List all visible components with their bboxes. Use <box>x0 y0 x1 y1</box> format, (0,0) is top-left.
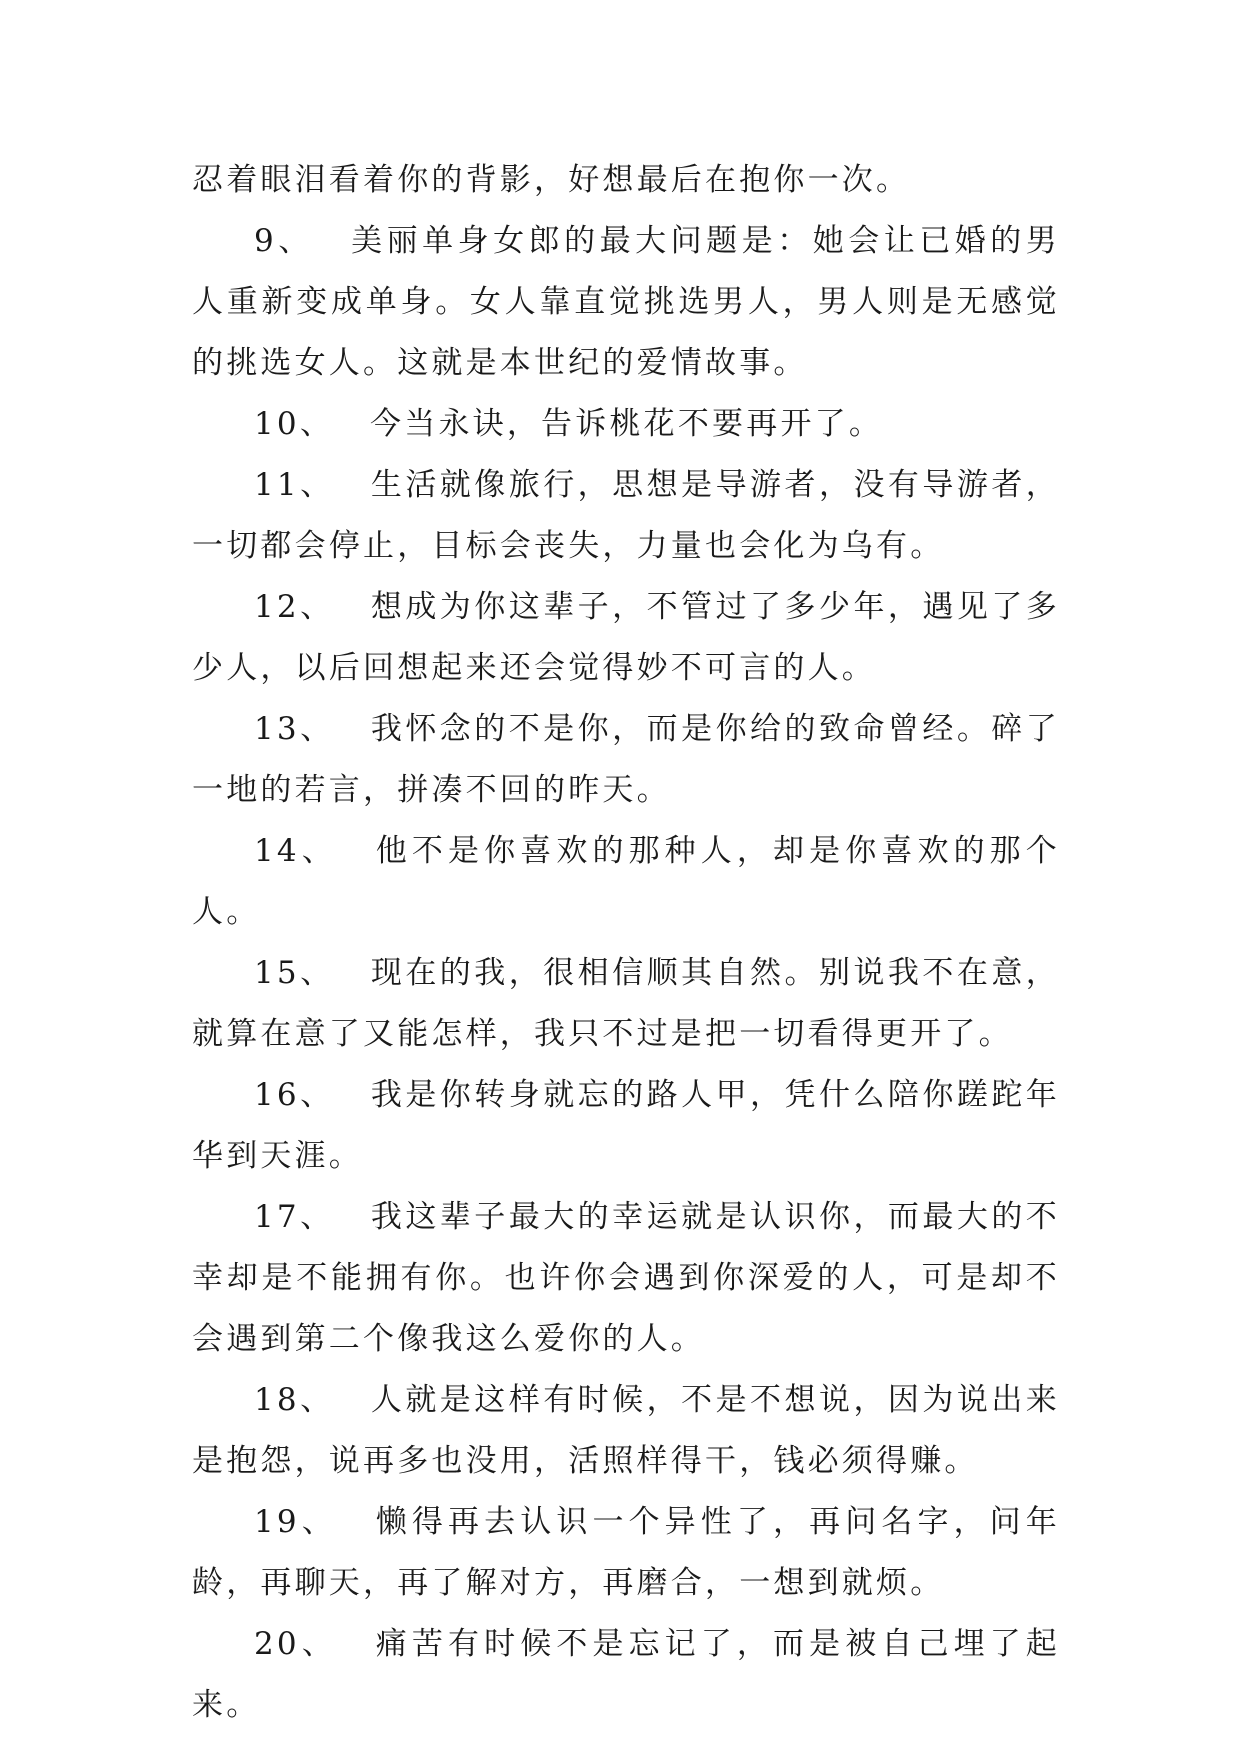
item-number: 15、 <box>254 955 335 991</box>
list-item <box>192 821 1060 943</box>
item-text: 美丽单身女郎的最大问题是：她会让已婚的男人重新变成单身。女人靠直觉挑选男人，男人则是无感觉的挑选女人。这就是本世纪的爱情故事。 <box>192 223 1060 381</box>
list-item <box>192 1187 1060 1370</box>
item-text: 人就是这样有时候，不是不想说，因为说出来是抱怨，说再多也没用，活照样得干，钱必须得赚。 <box>192 1382 1061 1479</box>
item-number: 16、 <box>254 1077 335 1113</box>
item-number: 17、 <box>254 1199 335 1235</box>
item-number: 19、 <box>254 1504 338 1540</box>
list-item <box>192 1614 1060 1736</box>
document-body <box>192 150 1060 1736</box>
item-text: 我这辈子最大的幸运就是认识你，而最大的不幸却是不能拥有你。也许你会遇到你深爱的人，可是却不会遇到第二个像我这么爱你的人。 <box>192 1199 1061 1357</box>
item-text: 生活就像旅行，思想是导游者，没有导游者，一切都会停止，目标会丧失，力量也会化为乌有。 <box>192 467 1061 564</box>
item-text: 我怀念的不是你，而是你给的致命曾经。碎了一地的若言，拼凑不回的昨天。 <box>192 711 1061 808</box>
item-text: 懒得再去认识一个异性了，再问名字，问年龄，再聊天，再了解对方，再磨合，一想到就烦。 <box>192 1504 1060 1601</box>
item-text: 今当永诀，告诉桃花不要再开了。 <box>370 406 884 442</box>
item-text: 现在的我，很相信顺其自然。别说我不在意，就算在意了又能怎样，我只不过是把一切看得更开了。 <box>192 955 1061 1052</box>
item-number: 9、 <box>254 223 314 259</box>
list-item <box>192 577 1060 699</box>
list-item <box>192 943 1060 1065</box>
item-number: 18、 <box>254 1382 335 1418</box>
item-number: 13、 <box>254 711 335 747</box>
list-item <box>192 455 1060 577</box>
item-number: 11、 <box>254 467 335 503</box>
item-text: 痛苦有时候不是忘记了，而是被自己埋了起来。 <box>192 1626 1060 1723</box>
item-text: 想成为你这辈子，不管过了多少年，遇见了多少人，以后回想起来还会觉得妙不可言的人。 <box>192 589 1061 686</box>
continuation-paragraph: 忍着眼泪看着你的背影，好想最后在抱你一次。 <box>192 162 911 198</box>
item-text: 我是你转身就忘的路人甲，凭什么陪你蹉跎年华到天涯。 <box>192 1077 1061 1174</box>
list-item <box>192 1492 1060 1614</box>
list-item <box>192 394 1060 455</box>
item-number: 12、 <box>254 589 335 625</box>
item-text: 他不是你喜欢的那种人，却是你喜欢的那个人。 <box>192 833 1060 930</box>
item-number: 10、 <box>254 406 335 442</box>
list-item <box>192 1370 1060 1492</box>
list-item <box>192 211 1060 394</box>
list-item <box>192 699 1060 821</box>
item-number: 14、 <box>254 833 338 869</box>
list-item <box>192 1065 1060 1187</box>
item-number: 20、 <box>254 1626 338 1662</box>
